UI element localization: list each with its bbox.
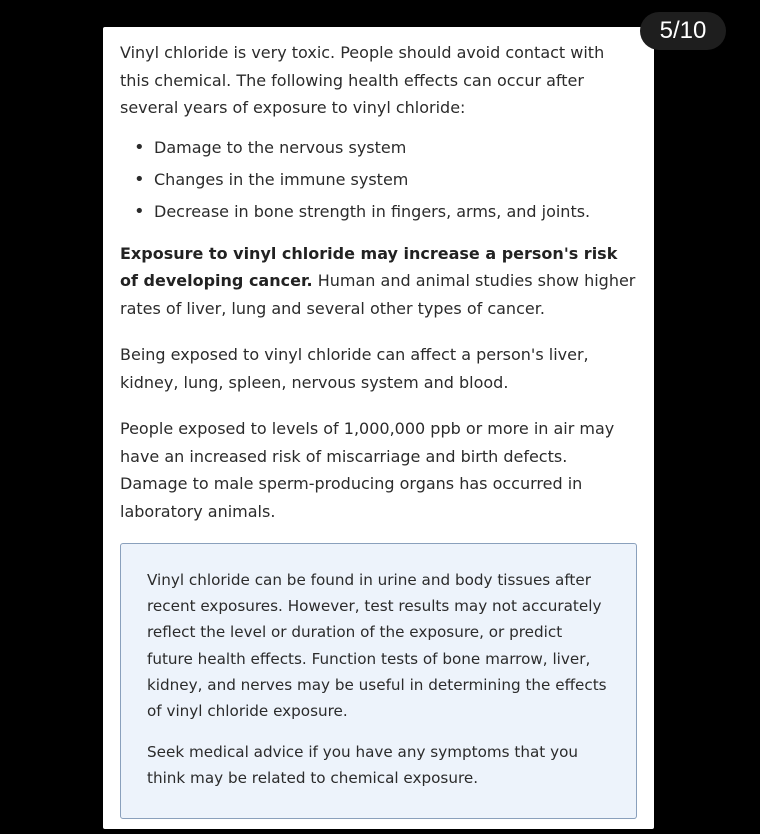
list-item-text: Decrease in bone strength in fingers, arms, and joints. <box>154 201 591 221</box>
article-card <box>103 27 654 829</box>
advice-paragraph: Seek medical advice if you have any symptoms that you think may be related to chemical exposure. <box>147 743 578 788</box>
organs-paragraph: Being exposed to vinyl chloride can affect a person's liver, kidney, lung, spleen, nervous system and blood. <box>120 345 589 392</box>
bullet-icon: • <box>134 200 145 222</box>
effects-list <box>120 132 636 228</box>
cancer-lead: Exposure to vinyl chloride may increase a person's risk of developing cancer. <box>120 243 618 290</box>
cancer-detail: Human and animal studies show higher rates of liver, lung and several other types of cancer. <box>120 271 636 318</box>
intro-paragraph: Vinyl chloride is very toxic. People should avoid contact with this chemical. The following health effects can occur after several years of exposure to vinyl chloride: <box>120 43 605 117</box>
tests-paragraph: Vinyl chloride can be found in urine and body tissues after recent exposures. However, test results may not accurately reflect the level or duration of the exposure, or predict future health effects. Function tests of bone marrow, liver, kidney, and nerves may be useful in determining the effects of vinyl chloride exposure. <box>147 571 607 721</box>
list-item-text: Damage to the nervous system <box>154 137 407 157</box>
bullet-icon: • <box>134 168 145 190</box>
bullet-icon: • <box>134 136 145 158</box>
list-item <box>134 132 636 164</box>
cancer-paragraph <box>120 240 636 323</box>
list-item <box>134 196 636 228</box>
list-item-text: Changes in the immune system <box>154 169 409 189</box>
info-box <box>120 543 637 819</box>
list-item <box>134 164 636 196</box>
page-counter-badge: 5/10 <box>640 12 726 50</box>
levels-paragraph: People exposed to levels of 1,000,000 ppb or more in air may have an increased risk of miscarriage and birth defects. Damage to male sperm-producing organs has occurred in laboratory animals. <box>120 419 615 521</box>
